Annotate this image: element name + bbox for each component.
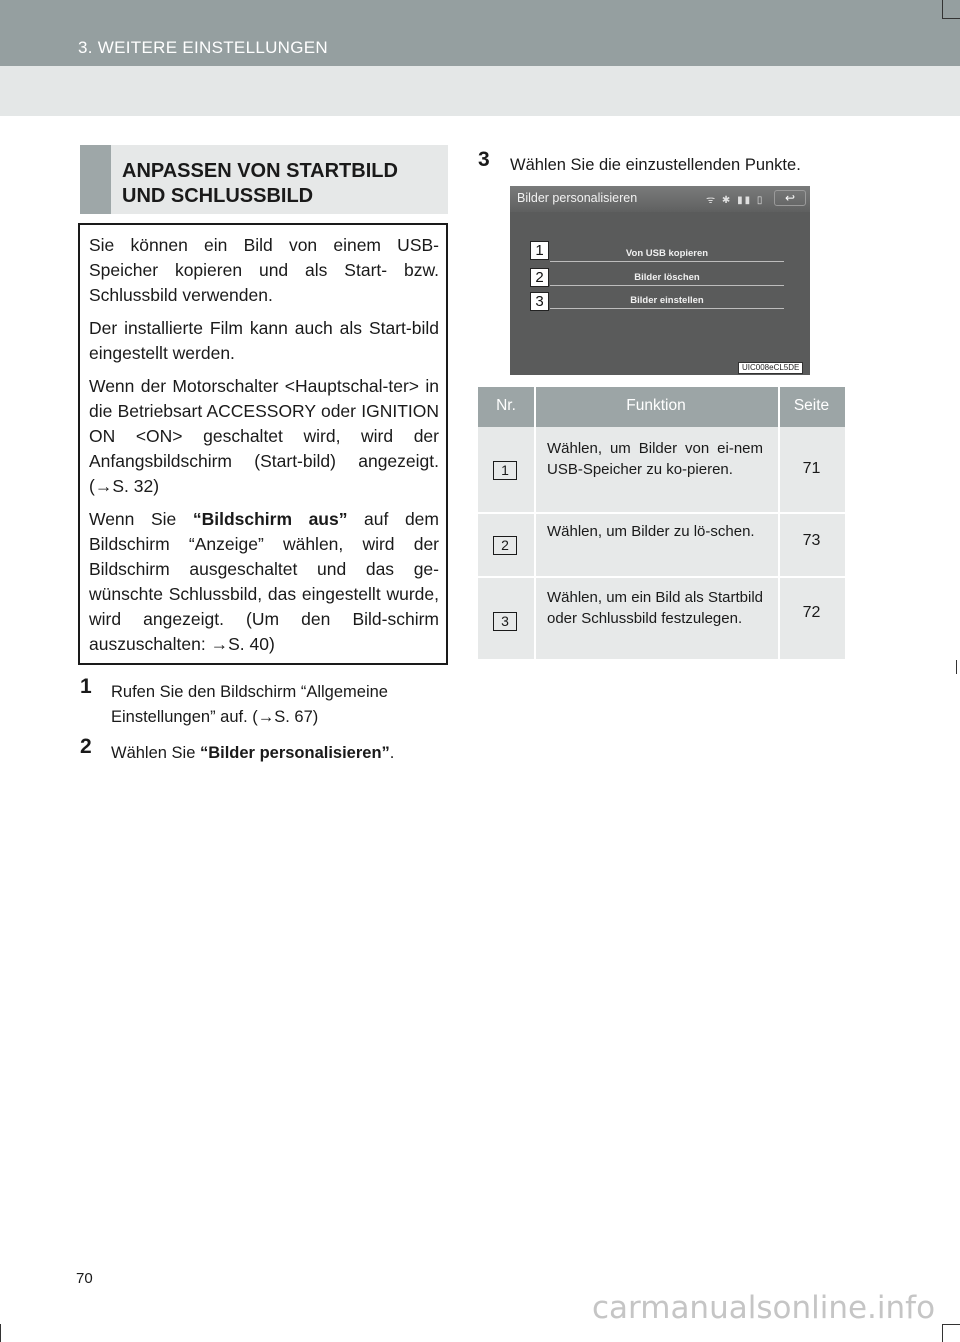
step-number: 1 [80,675,92,698]
step-text [111,680,451,730]
info-paragraph: Wenn der Motorschalter <Hauptschal-ter> in die Betriebsart ACCESSORY oder IGNITION ON <ON> geschaltet wird, wird der Anfangsbildschirm (Start-bild) angezeigt. (→S. 32) [89,376,439,496]
step-text: Wählen Sie die einzustellenden Punkte. [510,156,801,174]
image-code: UIC008eCL5DE [738,362,803,374]
column-divider [534,387,536,659]
crop-mark [0,1324,1,1342]
row-function: Wählen, um Bilder von ei-nem USB-Speicher zu ko-pieren. [547,440,763,478]
row-number: 1 [493,461,517,480]
row-function: Wählen, um ein Bild als Startbild oder Schlussbild festzulegen. [547,589,763,627]
step-number: 2 [80,735,92,758]
menu-item-bilder-einstellen[interactable]: Bilder einstellen [550,293,784,309]
step-text-run: Wählen Sie [111,744,200,762]
callout-number: 2 [530,268,549,287]
row-page: 73 [802,532,821,549]
step-bold-run: “Bilder personalisieren” [199,744,390,762]
info-text-run: Wenn Sie [89,509,193,529]
crop-mark [942,18,960,19]
callout-number: 3 [530,292,549,311]
crop-mark [942,1324,943,1342]
step-line: Einstellungen” auf. (→S. 67) [111,708,319,726]
info-paragraph: Sie können ein Bild von einem USB-Speicher kopieren und als Start- bzw. Schlussbild verwenden. [89,235,439,305]
column-divider [778,387,780,659]
section-title: ANPASSEN VON STARTBILD UND SCHLUSSBILD [122,160,398,207]
column-header: Funktion [626,397,686,414]
crop-mark [956,660,957,674]
menu-item-bilder-loeschen[interactable]: Bilder löschen [550,270,784,286]
row-page: 71 [802,460,821,477]
back-icon[interactable]: ↩ [774,190,806,206]
step-line: Rufen Sie den Bildschirm “Allgemeine [111,683,388,701]
crop-mark [942,1324,960,1325]
row-number: 3 [493,612,517,631]
info-bold-run: “Bildschirm aus” [192,509,348,529]
info-paragraph [89,507,439,657]
status-icons: ᯤ ✱ ▮▮ ▯ [706,195,765,206]
info-box [78,223,448,665]
column-header: Nr. [496,397,516,414]
column-header: Seite [793,397,830,414]
menu-item-von-usb-kopieren[interactable]: Von USB kopieren [550,246,784,262]
step-number: 3 [478,148,490,171]
step-text [111,741,451,766]
screen-title: Bilder personalisieren [517,191,638,205]
section-heading-bar [80,145,111,214]
row-function: Wählen, um Bilder zu lö-schen. [547,523,755,540]
header-subband [0,66,960,116]
info-text-run: auf dem Bildschirm “Anzeige” wählen, wird der Bildschirm ausgeschaltet und das ge-wünschte Schlussbild, das eingestellt wurde, wird angezeigt. (Um den Bild-schirm auszuschalten: →S. 40) [89,509,439,654]
step-text-run: . [389,744,395,762]
crop-mark [942,0,943,18]
row-number: 2 [493,536,517,555]
info-paragraph: Der installierte Film kann auch als Start-bild eingestellt werden. [89,318,439,363]
row-page: 72 [802,604,821,621]
info-text [89,233,439,665]
screen-illustration [510,186,810,375]
page-number: 70 [76,1270,93,1287]
chapter-title: 3. WEITERE EINSTELLUNGEN [78,38,328,57]
watermark: carmanualsonline.info [592,1290,936,1326]
callout-number: 1 [530,241,549,260]
